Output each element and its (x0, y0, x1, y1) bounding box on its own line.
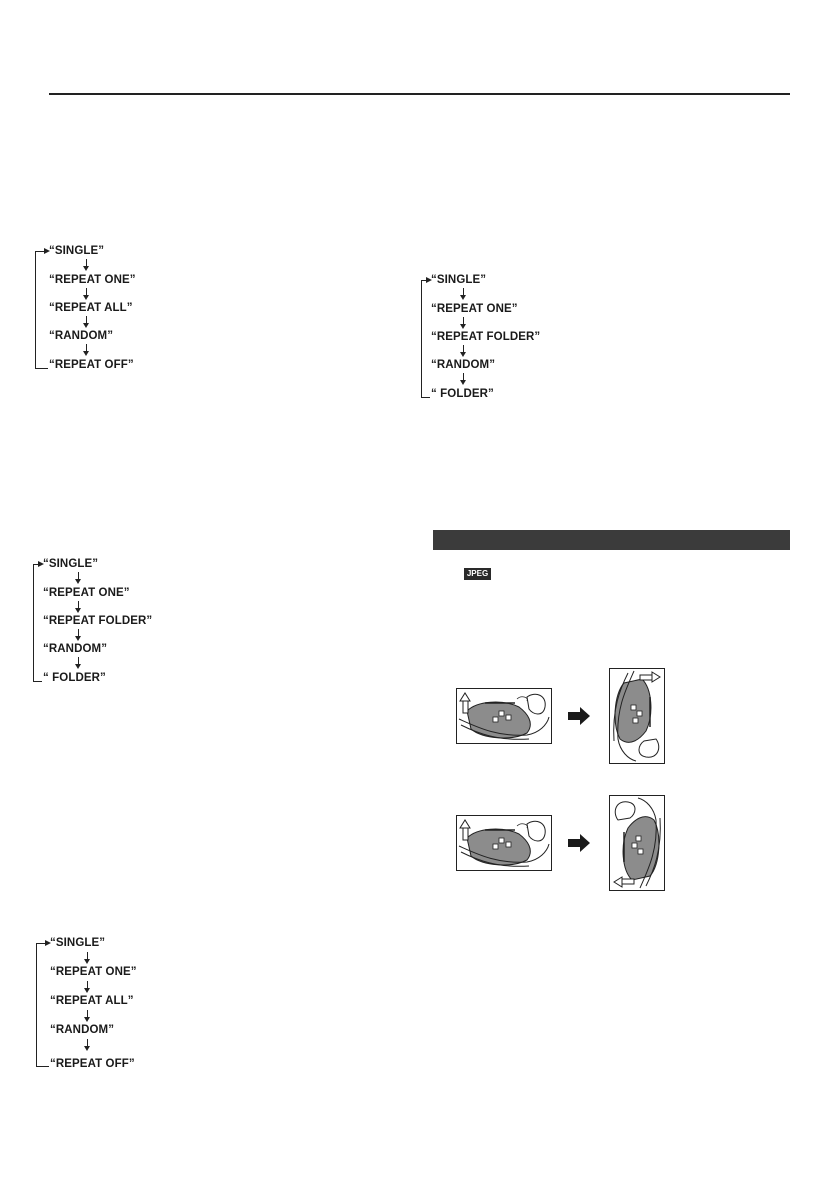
down-arrow-icon (86, 344, 87, 352)
cycle-item-repeat-one: “REPEAT ONE” (431, 303, 518, 315)
down-arrow-icon (87, 1039, 88, 1047)
cycle-item-repeat-all: “REPEAT ALL” (50, 995, 134, 1007)
down-arrow-icon (78, 601, 79, 609)
down-arrow-icon (87, 952, 88, 960)
rotated-picture-counterclockwise (609, 795, 665, 891)
down-arrow-icon (463, 373, 464, 381)
cycle-item-random: “RANDOM” (49, 330, 114, 342)
rotated-picture-clockwise (609, 668, 665, 764)
cycle-item-repeat-one: “REPEAT ONE” (49, 274, 136, 286)
cycle-loop-line (421, 280, 430, 398)
cycle-item-repeat-one: “REPEAT ONE” (50, 966, 137, 978)
jpeg-badge: JPEG (464, 568, 491, 580)
right-arrow-icon (568, 707, 590, 730)
mode-cycle-2 (421, 272, 591, 407)
cycle-item-single: “SINGLE” (43, 558, 99, 570)
top-rule (49, 93, 790, 95)
down-arrow-icon (78, 629, 79, 637)
cycle-item-repeat-one: “REPEAT ONE” (43, 587, 130, 599)
cycle-item-single: “SINGLE” (49, 245, 105, 257)
cycle-loop-line (36, 943, 49, 1067)
down-arrow-icon (463, 317, 464, 325)
mode-cycle-3 (33, 556, 203, 691)
section-heading-bar (433, 530, 790, 550)
down-arrow-icon (86, 259, 87, 267)
down-arrow-icon (87, 981, 88, 989)
down-arrow-icon (78, 572, 79, 580)
cycle-item-repeat-all: “REPEAT ALL” (49, 302, 133, 314)
cycle-item-single: “SINGLE” (431, 274, 487, 286)
down-arrow-icon (463, 288, 464, 296)
cycle-loop-line (35, 251, 48, 369)
cycle-item-single: “SINGLE” (50, 937, 106, 949)
mode-cycle-1 (35, 243, 195, 378)
down-arrow-icon (87, 1010, 88, 1018)
down-arrow-icon (463, 345, 464, 353)
cycle-item-repeat-folder: “REPEAT FOLDER” (431, 331, 541, 343)
cycle-item-folder: “ FOLDER” (431, 388, 494, 400)
right-arrow-icon (568, 834, 590, 857)
cycle-item-random: “RANDOM” (43, 643, 108, 655)
cycle-item-repeat-off: “REPEAT OFF” (50, 1058, 135, 1070)
down-arrow-icon (86, 316, 87, 324)
landscape-picture (456, 688, 552, 744)
down-arrow-icon (86, 288, 87, 296)
landscape-picture (456, 815, 552, 871)
mode-cycle-4 (36, 935, 196, 1070)
cycle-item-random: “RANDOM” (50, 1024, 115, 1036)
cycle-item-repeat-off: “REPEAT OFF” (49, 359, 134, 371)
down-arrow-icon (78, 657, 79, 665)
cycle-item-folder: “ FOLDER” (43, 672, 106, 684)
cycle-item-repeat-folder: “REPEAT FOLDER” (43, 615, 153, 627)
cycle-loop-line (33, 564, 42, 682)
cycle-item-random: “RANDOM” (431, 359, 496, 371)
